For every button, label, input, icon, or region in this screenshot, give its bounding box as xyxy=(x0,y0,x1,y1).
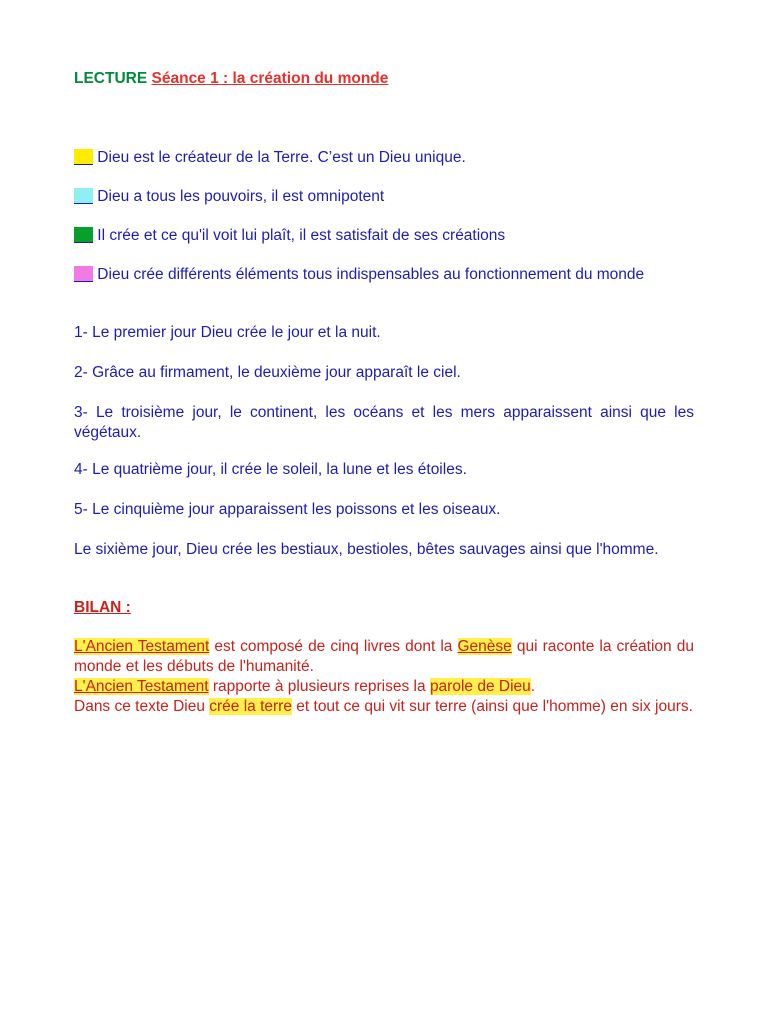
legend-text: Dieu crée différents éléments tous indispensables au fonctionnement du monde xyxy=(93,266,645,283)
highlight-ancien-testament: L'Ancien Testament xyxy=(74,638,210,655)
legend-text: Il crée et ce qu'il voit lui plaît, il est satisfait de ses créations xyxy=(93,227,506,244)
highlight-ancien-testament: L'Ancien Testament xyxy=(74,678,209,695)
title-lecture: LECTURE xyxy=(74,70,148,87)
highlight-cree-la-terre: crée la terre xyxy=(209,698,292,715)
highlight-parole-de-dieu: parole de Dieu xyxy=(429,678,531,695)
day-2: 2- Grâce au firmament, le deuxième jour apparaît le ciel. xyxy=(74,364,461,381)
title-seance: Séance 1 : la création du monde xyxy=(151,70,389,87)
bilan-heading: BILAN : xyxy=(74,599,131,616)
legend-text: Dieu est le créateur de la Terre. C’est un Dieu unique. xyxy=(93,149,466,166)
legend-item-unique xyxy=(74,148,694,168)
page-title xyxy=(74,69,388,89)
day-1: 1- Le premier jour Dieu crée le jour et la nuit. xyxy=(74,324,381,341)
day-3: 3- Le troisième jour, le continent, les océans et les mers apparaissent ainsi que les végétaux. xyxy=(74,404,694,441)
day-4: 4- Le quatrième jour, il crée le soleil, la lune et les étoiles. xyxy=(74,461,467,478)
cyan-swatch-icon xyxy=(74,188,93,204)
legend-item-omnipotent xyxy=(74,187,694,207)
day-6: Le sixième jour, Dieu crée les bestiaux, bestioles, bêtes sauvages ainsi que l'homme. xyxy=(74,541,659,558)
bilan-paragraph: L'Ancien Testament est composé de cinq livres dont la Genèse qui raconte la création du monde et les débuts de l'humanité. L'Ancien Testament rapporte à plusieurs reprises la parole de Dieu. Dans ce texte Dieu crée la terre et tout ce qui vit sur terre (ainsi que l'homme) en six jours. xyxy=(74,638,694,715)
legend-item-satisfait xyxy=(74,226,694,246)
magenta-swatch-icon xyxy=(74,266,93,282)
legend-text: Dieu a tous les pouvoirs, il est omnipotent xyxy=(93,188,385,205)
yellow-swatch-icon xyxy=(74,149,93,165)
highlight-genese: Genèse xyxy=(457,638,512,655)
day-5: 5- Le cinquième jour apparaissent les poissons et les oiseaux. xyxy=(74,501,501,518)
legend-item-elements xyxy=(74,265,694,285)
green-swatch-icon xyxy=(74,227,93,243)
